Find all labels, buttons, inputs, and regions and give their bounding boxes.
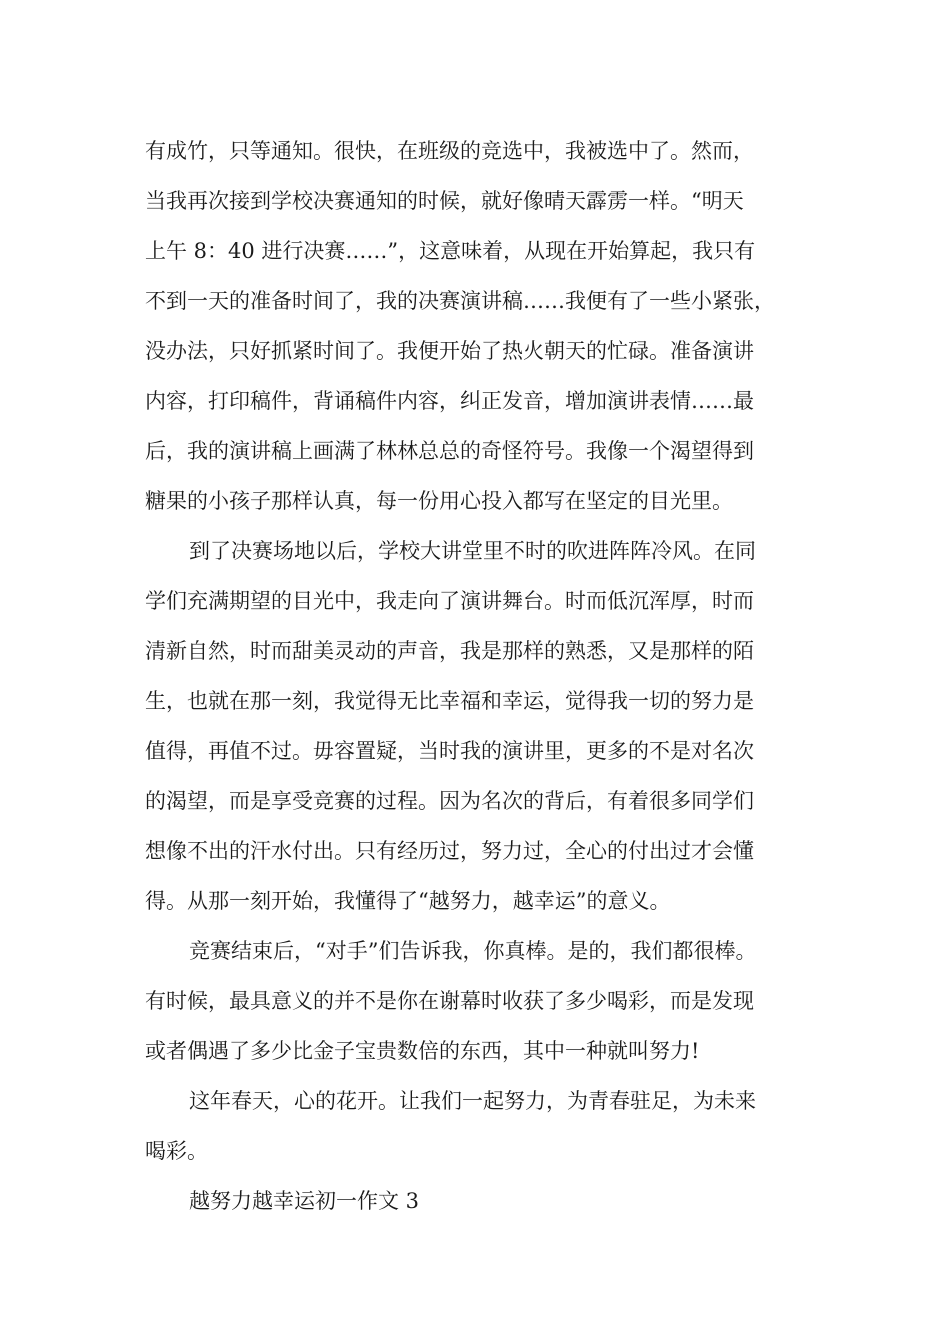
text-line: 不到一天的准备时间了，我的决赛演讲稿……我便有了一些小紧张， [145, 289, 775, 313]
text-line: 生，也就在那一刻，我觉得无比幸福和幸运，觉得我一切的努力是 [145, 689, 754, 713]
paragraph-start-line: 到了决赛场地以后，学校大讲堂里不时的吹进阵阵冷风。在同 [189, 539, 756, 563]
essay-body [145, 126, 815, 1226]
text-line: 喝彩。 [145, 1139, 208, 1163]
section-heading: 越努力越幸运初一作文 3 [189, 1189, 420, 1213]
text-line: 或者偶遇了多少比金子宝贵数倍的东西，其中一种就叫努力! [145, 1039, 700, 1063]
text-line: 值得，再值不过。毋容置疑，当时我的演讲里，更多的不是对名次 [145, 739, 754, 763]
paragraph-start-line: 竞赛结束后，“对手”们告诉我，你真棒。是的，我们都很棒。 [189, 939, 757, 963]
text-line: 学们充满期望的目光中，我走向了演讲舞台。时而低沉浑厚，时而 [145, 589, 754, 613]
text-line: 没办法，只好抓紧时间了。我便开始了热火朝天的忙碌。准备演讲 [145, 339, 754, 363]
text-line: 的渴望，而是享受竞赛的过程。因为名次的背后，有着很多同学们 [145, 789, 754, 813]
text-line: 清新自然，时而甜美灵动的声音，我是那样的熟悉，又是那样的陌 [145, 639, 754, 663]
text-line: 有时候，最具意义的并不是你在谢幕时收获了多少喝彩，而是发现 [145, 989, 754, 1013]
text-line: 想像不出的汗水付出。只有经历过，努力过，全心的付出过才会懂 [145, 839, 754, 863]
text-line: 糖果的小孩子那样认真，每一份用心投入都写在坚定的目光里。 [145, 489, 733, 513]
text-line: 有成竹，只等通知。很快，在班级的竞选中，我被选中了。然而， [145, 139, 754, 163]
text-line: 后，我的演讲稿上画满了林林总总的奇怪符号。我像一个渴望得到 [145, 439, 754, 463]
text-line: 得。从那一刻开始，我懂得了“越努力，越幸运”的意义。 [145, 889, 671, 913]
paragraph-start-line: 这年春天，心的花开。让我们一起努力，为青春驻足，为未来 [189, 1089, 756, 1113]
text-line: 当我再次接到学校决赛通知的时候，就好像晴天霹雳一样。“明天 [145, 189, 744, 213]
text-line: 上午 8：40 进行决赛……”，这意味着，从现在开始算起，我只有 [145, 239, 756, 263]
text-line: 内容，打印稿件，背诵稿件内容，纠正发音，增加演讲表情……最 [145, 389, 754, 413]
